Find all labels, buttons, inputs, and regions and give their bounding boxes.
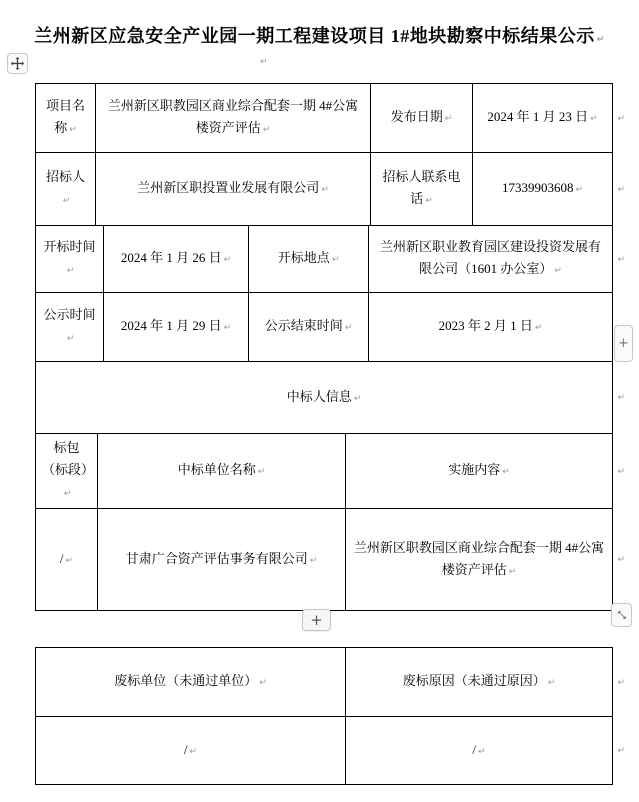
cell-tenderee-value[interactable]	[96, 153, 371, 226]
contact-phone-label: 招标人联系电话	[382, 169, 461, 206]
paragraph-mark: ↵	[508, 566, 517, 577]
project-name-label: 项目名称	[45, 98, 85, 135]
project-name-value: 兰州新区职教园区商业综合配套一期 4#公寓楼资产评估	[107, 98, 359, 135]
tenderee-value: 兰州新区职投置业发展有限公司	[137, 180, 320, 195]
insert-row-button[interactable]	[302, 609, 331, 631]
row-end-mark: ↵	[617, 254, 625, 265]
paragraph-mark: ↵	[534, 323, 543, 333]
lot-header: 标包（标段）	[42, 440, 95, 477]
cell-rejected-reason-value[interactable]	[346, 717, 613, 785]
paragraph-mark: ↵	[189, 746, 198, 757]
plus-icon: +	[310, 611, 323, 629]
table-row	[36, 226, 625, 293]
paragraph-mark: ↵	[309, 555, 318, 566]
publicity-time-label: 公示时间	[43, 307, 96, 322]
cell-project-name-label[interactable]	[36, 84, 96, 153]
cell-rejected-unit-value[interactable]	[36, 717, 346, 785]
cell-opening-time-value[interactable]	[104, 226, 249, 293]
table-row	[36, 509, 625, 611]
row-end-mark: ↵	[617, 393, 625, 403]
winner-name-value: 甘肃广合资产评估事务有限公司	[125, 550, 308, 566]
paragraph-mark: ↵	[63, 489, 72, 499]
move-cross-icon	[11, 57, 24, 70]
cell-publish-date-label[interactable]	[371, 84, 473, 153]
table-row	[36, 648, 625, 717]
cell-publicity-end-label[interactable]	[249, 293, 369, 362]
paragraph-mark: ↵	[554, 266, 562, 276]
paragraph-mark: ↵	[62, 196, 71, 206]
cell-opening-place-value[interactable]	[369, 226, 613, 293]
table-row	[36, 293, 613, 362]
rejected-unit-header: 废标单位（未通过单位）	[114, 673, 258, 688]
implementation-header: 实施内容	[448, 462, 501, 477]
page-title-text: 兰州新区应急安全产业园一期工程建设项目 1#地块勘察中标结果公示	[34, 26, 595, 46]
paragraph-mark: ↵	[66, 334, 75, 344]
opening-place-label: 开标地点	[277, 250, 330, 265]
row-end-mark: ↵	[617, 555, 625, 565]
cell-contact-phone-label[interactable]	[371, 153, 473, 226]
row-end-mark: ↵	[617, 113, 625, 124]
paragraph-mark: ↵	[444, 114, 453, 124]
table-row	[36, 362, 625, 434]
table-row	[36, 84, 625, 153]
publish-date-label: 发布日期	[390, 109, 443, 124]
cell-opening-time-label[interactable]	[36, 226, 104, 293]
paragraph-mark: ↵	[590, 114, 598, 124]
cell-winner-name-value[interactable]	[98, 509, 346, 611]
cell-publish-date-value[interactable]	[473, 84, 613, 153]
cell-rejected-unit-header[interactable]	[36, 648, 346, 717]
row-end-mark: ↵	[617, 677, 625, 688]
paragraph-mark: ↵	[262, 125, 271, 135]
table-row	[36, 153, 625, 226]
paragraph-mark: ↵	[331, 255, 340, 265]
cell-publicity-time-label[interactable]	[36, 293, 104, 362]
cell-contact-phone-value[interactable]	[473, 153, 613, 226]
paragraph-mark: ↵	[69, 125, 77, 135]
paragraph-mark: ↵	[259, 678, 267, 688]
row-end-mark: ↵	[617, 184, 625, 195]
row-end-mark: ↵	[617, 466, 625, 477]
implementation-value: 兰州新区职教园区商业综合配套一期 4#公寓楼资产评估	[353, 539, 605, 577]
rejected-reason-header: 废标原因（未通过原因）	[402, 673, 546, 688]
table-move-handle-button[interactable]	[7, 53, 28, 74]
cell-lot-header[interactable]	[36, 434, 98, 509]
publish-date-value: 2024 年 1 月 23 日	[487, 109, 589, 124]
paragraph-mark: ↵	[260, 57, 268, 67]
page-title[interactable]	[0, 22, 639, 48]
paragraph-mark: ↵	[478, 746, 486, 757]
rejected-unit-value: /	[183, 741, 188, 757]
cell-implementation-header[interactable]	[346, 434, 613, 509]
cell-publicity-end-value[interactable]	[369, 293, 613, 362]
paragraph-mark: ↵	[65, 555, 74, 566]
insert-column-button[interactable]	[614, 325, 633, 362]
table-row	[36, 434, 625, 509]
cell-lot-value[interactable]	[36, 509, 98, 611]
paragraph-mark: ↵	[547, 678, 556, 688]
paragraph-mark: ↵	[353, 393, 362, 404]
cell-opening-place-label[interactable]	[249, 226, 369, 293]
paragraph-mark: ↵	[575, 185, 584, 195]
publicity-end-label: 公示结束时间	[264, 318, 343, 333]
opening-place-value: 兰州新区职业教育园区建设投资发展有限公司（1601 办公室）	[379, 239, 601, 276]
paragraph-mark: ↵	[257, 467, 266, 477]
diagonal-resize-icon	[616, 609, 628, 621]
rejected-reason-value: /	[472, 741, 477, 757]
paragraph-mark: ↵	[596, 35, 605, 45]
paragraph-mark: ↵	[223, 323, 232, 333]
cell-implementation-value[interactable]	[346, 509, 613, 611]
cell-project-name-value[interactable]	[96, 84, 371, 153]
cell-winner-info-header[interactable]	[36, 362, 613, 434]
winner-info-header: 中标人信息	[286, 388, 352, 404]
tenderee-label: 招标人	[45, 169, 85, 184]
bid-result-table	[35, 83, 625, 611]
paragraph-mark: ↵	[66, 266, 75, 276]
publicity-end-value: 2023 年 2 月 1 日	[438, 318, 533, 333]
paragraph-mark: ↵	[502, 467, 510, 477]
table-resize-handle-button[interactable]	[611, 603, 632, 627]
plus-icon: +	[618, 336, 629, 351]
opening-time-label: 开标时间	[43, 239, 96, 254]
cell-publicity-time-value[interactable]	[104, 293, 249, 362]
cell-winner-name-header[interactable]	[98, 434, 346, 509]
publicity-time-value: 2024 年 1 月 29 日	[120, 318, 222, 333]
winner-name-header: 中标单位名称	[177, 462, 256, 477]
cell-rejected-reason-header[interactable]	[346, 648, 613, 717]
rejected-bids-table	[35, 647, 625, 785]
paragraph-mark: ↵	[425, 196, 433, 206]
opening-time-value: 2024 年 1 月 26 日	[120, 250, 222, 265]
paragraph-mark: ↵	[223, 255, 232, 265]
paragraph-mark: ↵	[344, 323, 353, 333]
cell-tenderee-label[interactable]	[36, 153, 96, 226]
table-row	[36, 717, 625, 785]
lot-value: /	[59, 550, 64, 566]
paragraph-mark: ↵	[321, 185, 329, 195]
contact-phone-value: 17339903608	[501, 180, 574, 195]
row-end-mark: ↵	[617, 746, 625, 756]
